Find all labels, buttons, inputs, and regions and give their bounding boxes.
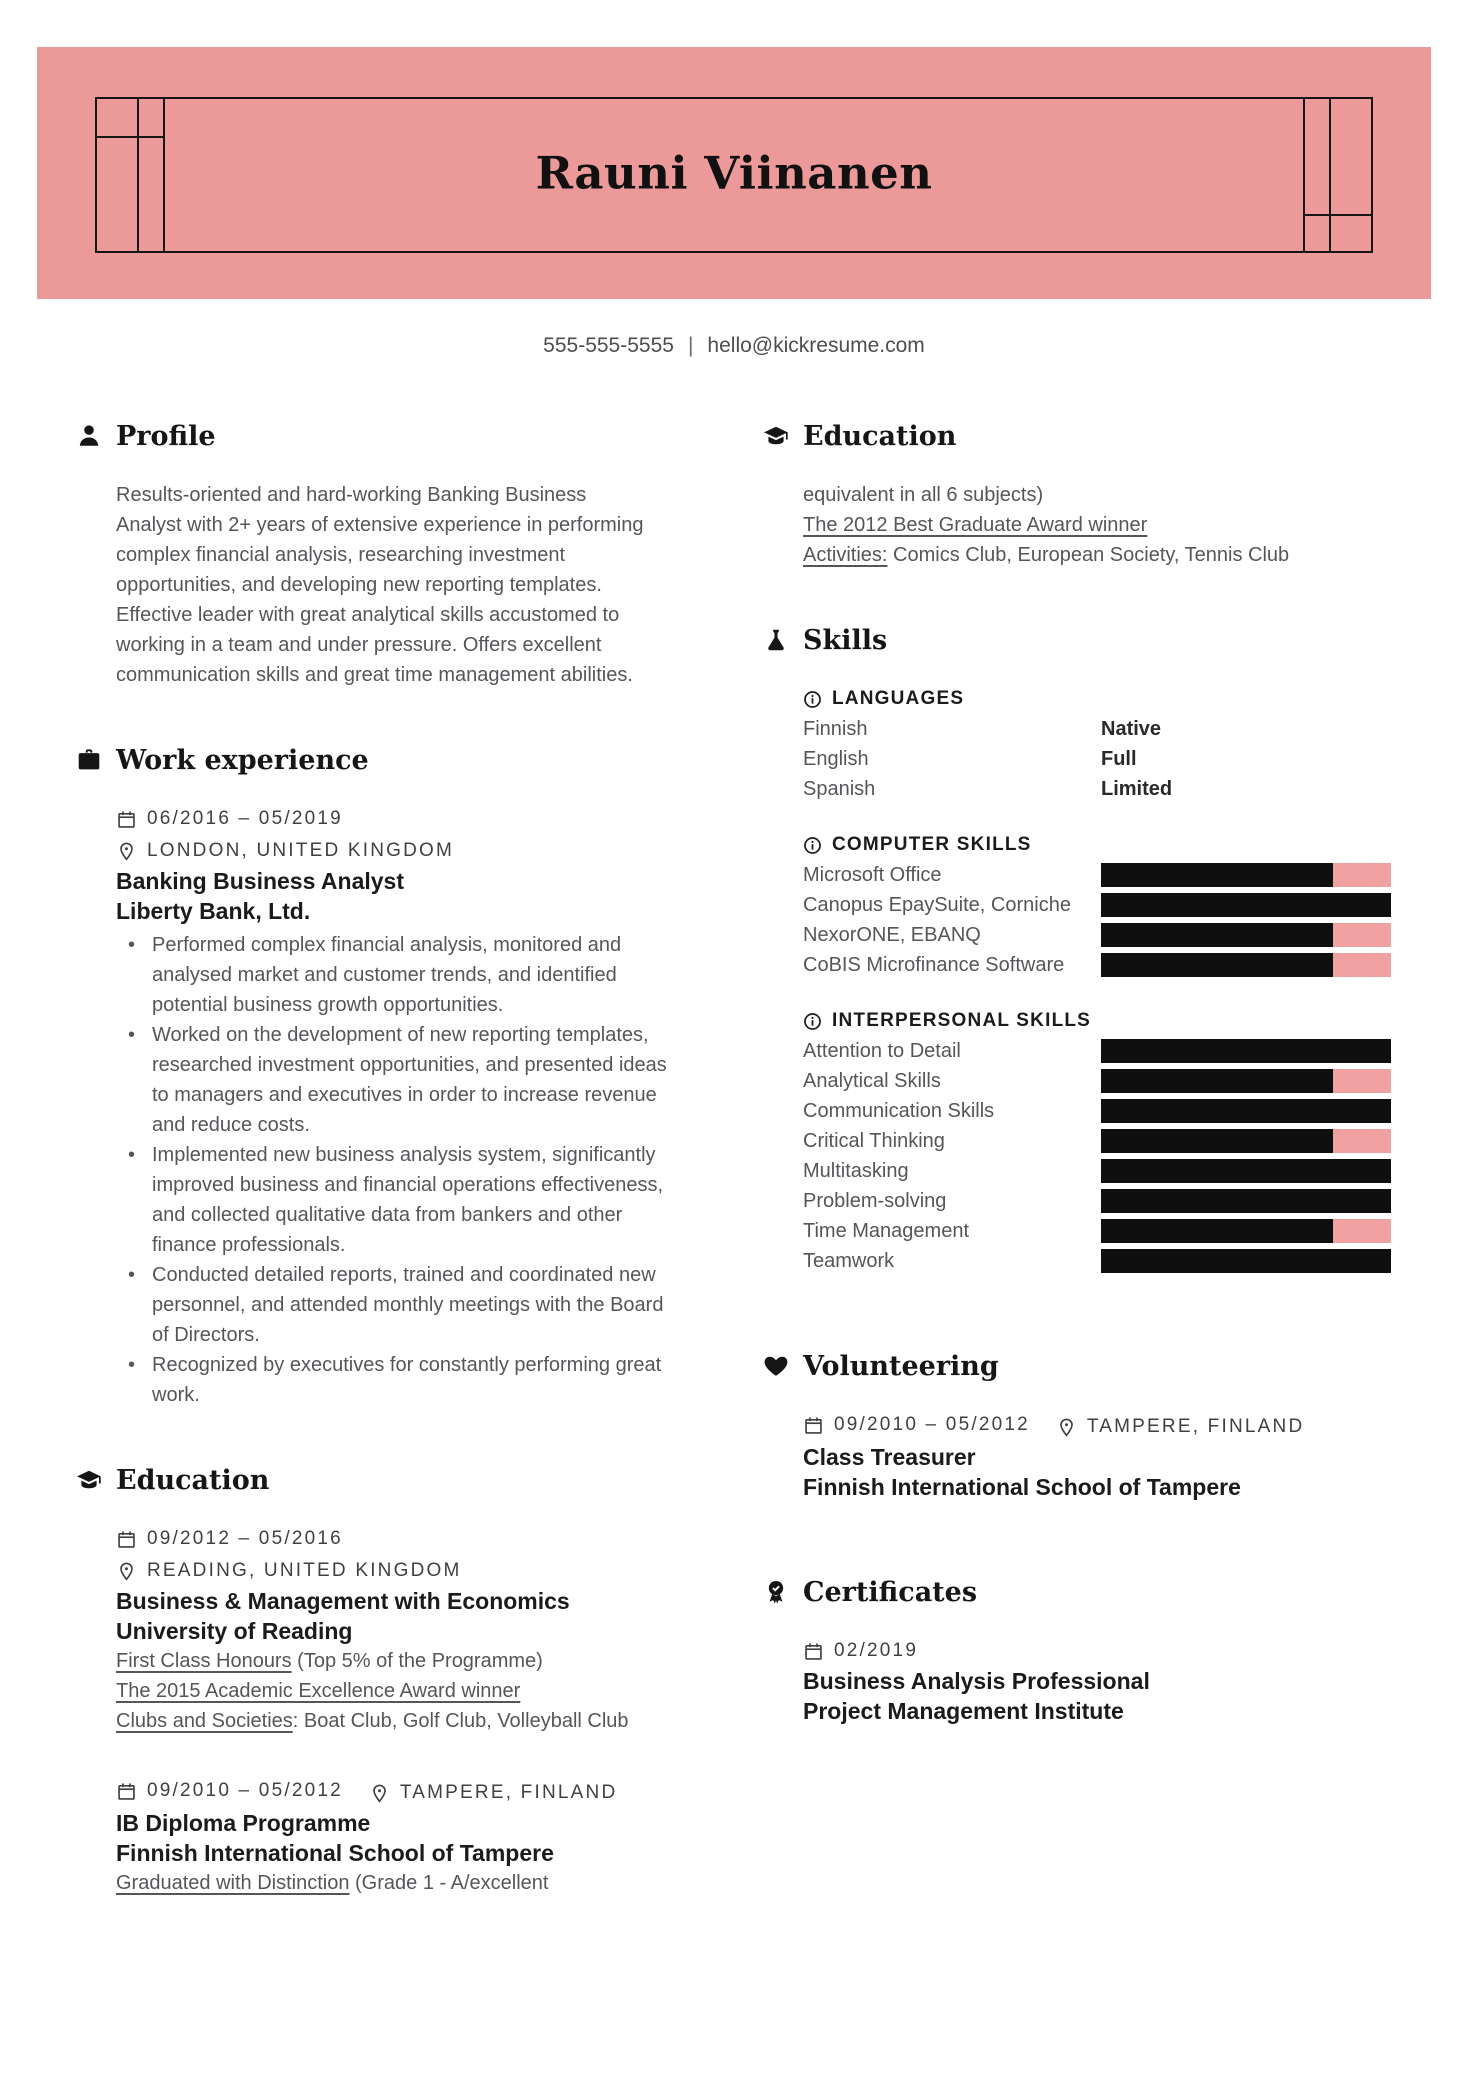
contact-email: hello@kickresume.com <box>707 334 925 357</box>
location-pin-icon <box>1056 1417 1077 1438</box>
section-title: Education <box>803 420 957 452</box>
skill-row <box>803 1216 1391 1246</box>
section-title: Volunteering <box>803 1350 999 1382</box>
section-skills <box>763 622 1391 1276</box>
calendar-icon <box>116 1781 137 1802</box>
education-detail <box>116 1706 676 1736</box>
subheading-text: INTERPERSONAL SKILLS <box>832 1010 1092 1031</box>
volunteering-heading <box>763 1348 1391 1384</box>
education-detail <box>116 1676 676 1706</box>
skill-name: Microsoft Office <box>803 864 942 886</box>
skill-bar-fill <box>1101 1219 1333 1243</box>
bullet-dot: • <box>128 1144 136 1166</box>
skill-bar <box>1101 1189 1391 1213</box>
skill-name: Canopus EpaySuite, Corniche <box>803 894 1071 916</box>
header-frame <box>95 97 1373 253</box>
underlined-text: The 2015 Academic Excellence Award winner <box>116 1680 521 1702</box>
location-pin-icon <box>116 1561 137 1582</box>
education-detail <box>803 510 1363 540</box>
volunteering-org: Finnish International School of Tampere <box>803 1474 1241 1500</box>
person-icon <box>76 423 102 449</box>
education-dates: 09/2010 – 05/2012 <box>147 1780 343 1801</box>
skill-bar <box>1101 1099 1391 1123</box>
bullet-text: Performed complex financial analysis, monitored and analysed market and customer trends, and identified potential business growth opportunities. <box>152 934 622 1016</box>
skill-bar-fill <box>1101 1069 1333 1093</box>
volunteering-dates: 09/2010 – 05/2012 <box>834 1414 1030 1435</box>
section-profile <box>76 418 666 690</box>
skill-row <box>803 1246 1391 1276</box>
skill-bar <box>1101 1069 1391 1093</box>
work-heading <box>76 742 666 778</box>
language-level: Native <box>1101 717 1162 740</box>
bullet-text: Worked on the development of new reporting templates, researched investment opportunities, and presented ideas to managers and executives in order to increase revenue and reduce costs. <box>152 1024 667 1136</box>
bullet-text: Implemented new business analysis system, significantly improved business and financial operations effectiveness, and collected qualitative data from bankers and other finance professionals. <box>152 1144 664 1256</box>
skill-bar <box>1101 1249 1391 1273</box>
section-title: Profile <box>116 420 216 452</box>
skill-row <box>803 890 1391 920</box>
certificates-heading <box>763 1574 1391 1610</box>
subheading-text: COMPUTER SKILLS <box>832 834 1032 855</box>
education-dates-row <box>116 1524 666 1554</box>
education-detail <box>803 540 1363 570</box>
education-location-row <box>116 1556 666 1586</box>
heart-icon <box>763 1353 789 1379</box>
bullet-dot: • <box>128 1264 136 1286</box>
certificate-issuer: Project Management Institute <box>803 1698 1124 1724</box>
job-bullet <box>116 1260 678 1350</box>
calendar-icon <box>116 1529 137 1550</box>
language-name: English <box>803 747 869 770</box>
education-detail <box>116 1868 676 1898</box>
bullet-dot: • <box>128 1024 136 1046</box>
education-detail <box>116 1646 676 1676</box>
volunteering-location: TAMPERE, FINLAND <box>1086 1416 1305 1437</box>
header-banner <box>37 47 1431 299</box>
language-row <box>803 774 1391 804</box>
detail-rest: Comics Club, European Society, Tennis Club <box>887 544 1290 566</box>
skill-bar-fill <box>1101 953 1333 977</box>
job-bullet <box>116 1140 678 1260</box>
frame-ornament-left-cross <box>97 136 165 138</box>
section-education-right <box>763 418 1391 570</box>
skill-bar-fill <box>1101 863 1333 887</box>
skill-row <box>803 1096 1391 1126</box>
skill-row <box>803 1186 1391 1216</box>
skill-bar <box>1101 1159 1391 1183</box>
calendar-icon <box>803 1641 824 1662</box>
content-columns <box>76 418 1391 1898</box>
skill-bar-fill <box>1101 893 1391 917</box>
skill-row <box>803 1126 1391 1156</box>
certificate-name: Business Analysis Professional <box>803 1668 1150 1694</box>
medal-icon <box>763 1579 789 1605</box>
profile-heading <box>76 418 666 454</box>
job-dates: 06/2016 – 05/2019 <box>147 808 343 829</box>
education-heading <box>76 1462 666 1498</box>
skill-name: NexorONE, EBANQ <box>803 924 981 946</box>
education-school: University of Reading <box>116 1618 353 1644</box>
skill-bar <box>1101 1219 1391 1243</box>
skill-bar <box>1101 1129 1391 1153</box>
skill-row <box>803 1036 1391 1066</box>
skill-bar-fill <box>1101 1099 1391 1123</box>
profile-summary: Results-oriented and hard-working Banking Business Analyst with 2+ years of extensive experience in performing complex financial analysis, researching investment opportunities, and developing new reporting templates. Effective leader with great analytical skills accustomed to working in a team and under pressure. Offers excellent communication skills and great time management abilities. <box>116 484 644 686</box>
education-entry <box>116 1524 666 1736</box>
skill-name: Teamwork <box>803 1250 895 1272</box>
language-level: Limited <box>1101 777 1173 800</box>
skill-bar-fill <box>1101 1189 1391 1213</box>
info-icon <box>803 1012 822 1031</box>
section-education-left <box>76 1462 666 1898</box>
education-heading <box>763 418 1391 454</box>
computer-skills-subheading <box>803 830 1391 860</box>
education-location-row <box>369 1778 617 1808</box>
job-bullet <box>116 1350 678 1410</box>
language-level: Full <box>1101 747 1137 770</box>
education-detail <box>803 480 1363 510</box>
skills-heading <box>763 622 1391 658</box>
graduation-cap-icon <box>76 1467 102 1493</box>
detail-rest: (Top 5% of the Programme) <box>291 1650 543 1672</box>
education-degree: Business & Management with Economics <box>116 1588 570 1614</box>
bullet-dot: • <box>128 1354 136 1376</box>
skill-bar <box>1101 1039 1391 1063</box>
bullet-text: Recognized by executives for constantly performing great work. <box>152 1354 662 1406</box>
volunteering-entry <box>803 1410 1391 1502</box>
certificate-entry <box>803 1636 1391 1726</box>
job-dates-row <box>116 804 666 834</box>
volunteering-location-row <box>1056 1412 1304 1442</box>
skill-name: CoBIS Microfinance Software <box>803 954 1065 976</box>
graduation-cap-icon <box>763 423 789 449</box>
education-location: TAMPERE, FINLAND <box>399 1782 618 1803</box>
volunteering-dates-location-row <box>803 1410 1391 1442</box>
certificate-date-row <box>803 1636 1391 1666</box>
languages-block <box>803 684 1391 804</box>
computer-skills-block <box>803 830 1391 980</box>
left-column <box>76 418 666 1898</box>
bullet-text: Conducted detailed reports, trained and coordinated new personnel, and attended monthly meetings with the Board of Directors. <box>152 1264 664 1346</box>
skill-bar-fill <box>1101 1159 1391 1183</box>
calendar-icon <box>116 809 137 830</box>
skill-bar-fill <box>1101 1039 1391 1063</box>
contact-separator: | <box>687 334 694 357</box>
skill-row <box>803 1066 1391 1096</box>
skill-row <box>803 950 1391 980</box>
underlined-text: The 2012 Best Graduate Award winner <box>803 514 1148 536</box>
education-dates-row <box>116 1776 343 1806</box>
underlined-text: Clubs and Societies <box>116 1710 293 1732</box>
frame-ornament-right-cross <box>1303 214 1371 216</box>
education-entry <box>116 1776 666 1898</box>
underlined-text: Activities: <box>803 544 888 566</box>
contact-phone: 555-555-5555 <box>543 334 674 357</box>
subheading-text: LANGUAGES <box>832 688 965 709</box>
language-row <box>803 714 1391 744</box>
education-dates-location-row <box>116 1776 666 1808</box>
location-pin-icon <box>116 841 137 862</box>
education-degree: IB Diploma Programme <box>116 1810 371 1836</box>
education-location: READING, UNITED KINGDOM <box>147 1560 462 1581</box>
calendar-icon <box>803 1415 824 1436</box>
contact-line <box>0 334 1468 358</box>
language-name: Finnish <box>803 717 868 740</box>
skill-name: Critical Thinking <box>803 1130 945 1152</box>
right-column <box>763 418 1391 1898</box>
volunteering-dates-row <box>803 1410 1030 1440</box>
job-bullet <box>116 1020 678 1140</box>
skill-bar <box>1101 893 1391 917</box>
skill-name: Attention to Detail <box>803 1040 961 1062</box>
bullet-dot: • <box>128 934 136 956</box>
location-pin-icon <box>369 1783 390 1804</box>
detail-rest: equivalent in all 6 subjects) <box>803 484 1044 506</box>
flask-icon <box>763 627 789 653</box>
section-certificates <box>763 1574 1391 1726</box>
job-entry <box>116 804 666 1410</box>
interpersonal-skills-subheading <box>803 1006 1391 1036</box>
education-dates: 09/2012 – 05/2016 <box>147 1528 343 1549</box>
skill-bar-fill <box>1101 923 1333 947</box>
info-icon <box>803 690 822 709</box>
skill-name: Multitasking <box>803 1160 909 1182</box>
language-name: Spanish <box>803 777 876 800</box>
job-company: Liberty Bank, Ltd. <box>116 898 311 924</box>
section-title: Certificates <box>803 1576 978 1608</box>
skill-row <box>803 1156 1391 1186</box>
language-row <box>803 744 1391 774</box>
skill-name: Problem-solving <box>803 1190 947 1212</box>
interpersonal-skills-block <box>803 1006 1391 1276</box>
volunteering-role: Class Treasurer <box>803 1444 976 1470</box>
skill-bar <box>1101 923 1391 947</box>
skill-bar <box>1101 953 1391 977</box>
skill-row <box>803 860 1391 890</box>
underlined-text: First Class Honours <box>116 1650 292 1672</box>
job-bullet-list <box>116 930 678 1410</box>
skill-name: Communication Skills <box>803 1100 995 1122</box>
languages-subheading <box>803 684 1391 714</box>
certificate-date: 02/2019 <box>834 1640 919 1661</box>
skill-name: Time Management <box>803 1220 969 1242</box>
underlined-text: Graduated with Distinction <box>116 1872 350 1894</box>
section-title: Skills <box>803 624 888 656</box>
job-role: Banking Business Analyst <box>116 868 405 894</box>
skill-bar <box>1101 863 1391 887</box>
skill-row <box>803 920 1391 950</box>
education-school: Finnish International School of Tampere <box>116 1840 554 1866</box>
job-bullet <box>116 930 678 1020</box>
skill-name: Analytical Skills <box>803 1070 941 1092</box>
briefcase-icon <box>76 747 102 773</box>
section-title: Education <box>116 1464 270 1496</box>
section-title: Work experience <box>116 744 369 776</box>
detail-rest: (Grade 1 - A/excellent <box>349 1872 549 1894</box>
skill-bar-fill <box>1101 1249 1391 1273</box>
person-name: Rauni Viinanen <box>535 146 933 200</box>
section-volunteering <box>763 1348 1391 1502</box>
skill-bar-fill <box>1101 1129 1333 1153</box>
info-icon <box>803 836 822 855</box>
job-location: LONDON, UNITED KINGDOM <box>147 840 455 861</box>
detail-rest: : Boat Club, Golf Club, Volleyball Club <box>292 1710 629 1732</box>
section-work-experience <box>76 742 666 1410</box>
job-location-row <box>116 836 666 866</box>
